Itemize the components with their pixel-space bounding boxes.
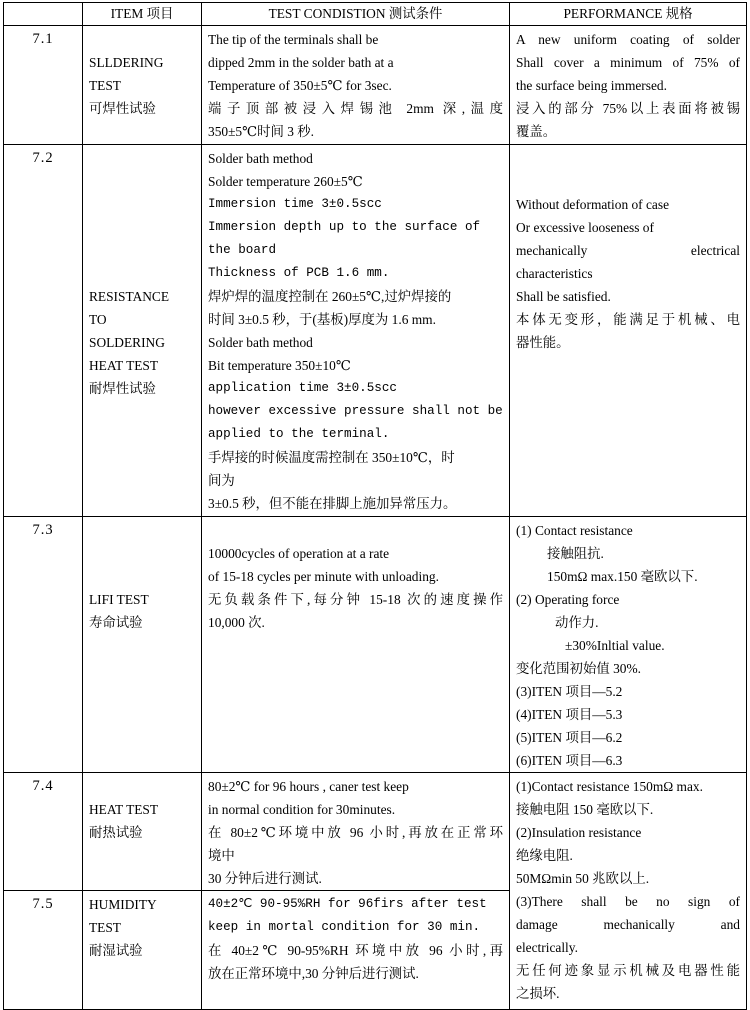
performance-line: (3)There shall be no sign of (516, 894, 740, 909)
condition-line: 350±5℃时间 3 秒. (208, 124, 315, 139)
item-line: 耐焊性试验 (89, 381, 156, 396)
item-line: 可焊性试验 (89, 101, 156, 116)
performance-line: Without deformation of case (516, 197, 670, 212)
item-line: SOLDERING (89, 335, 165, 350)
condition-cell (202, 773, 510, 891)
item-line: HEAT TEST (89, 358, 159, 373)
performance-line: Shall be satisfied. (516, 289, 611, 304)
condition-line: Temperature of 350±5℃ for 3sec. (208, 78, 392, 93)
row-number: 7.1 (4, 26, 83, 145)
performance-line: characteristics (516, 266, 593, 281)
condition-line: in normal condition for 30minutes. (208, 802, 396, 817)
item-line: LIFI TEST (89, 592, 149, 607)
condition-line: Solder temperature 260±5℃ (208, 174, 363, 189)
performance-line: 覆盖。 (516, 124, 557, 139)
condition-line: 在 80±2℃环境中放 96 小时,再放在正常环 (208, 825, 503, 840)
performance-line: 浸入的部分 75%以上表面将被锡 (516, 101, 740, 116)
performance-line: (1)Contact resistance 150mΩ max. (516, 779, 703, 794)
condition-line: Solder bath method (208, 335, 313, 350)
item-line: TEST (89, 920, 121, 935)
table-row (4, 517, 747, 773)
performance-line: (6)ITEN 项目—6.3 (516, 753, 623, 768)
performance-line: 动作力. (555, 615, 599, 630)
item-line: TEST (89, 78, 121, 93)
condition-line: The tip of the terminals shall be (208, 32, 379, 47)
performance-line: (1) Contact resistance (516, 523, 633, 538)
condition-cell (202, 26, 510, 145)
performance-line: ±30%Inltial value. (565, 638, 665, 653)
performance-cell (510, 26, 747, 145)
item-cell (83, 26, 202, 145)
condition-cell (202, 145, 510, 517)
condition-line: Solder bath method (208, 151, 313, 166)
performance-line: 150mΩ max.150 毫欧以下. (547, 569, 698, 584)
table-row (4, 26, 747, 145)
header-col-performance: PERFORMANCE 规格 (510, 3, 747, 26)
performance-line: 之损坏. (516, 986, 560, 1001)
row-number: 7.3 (4, 517, 83, 773)
condition-line: 手焊接的时候温度需控制在 350±10℃，时 (208, 450, 455, 465)
table-row (4, 145, 747, 517)
performance-cell (510, 145, 747, 517)
performance-line: Shall cover a minimum of 75% of (516, 55, 740, 70)
performance-line: (2)Insulation resistance (516, 825, 642, 840)
condition-line: 10000cycles of operation at a rate (208, 546, 390, 561)
performance-line: damage mechanically and (516, 917, 740, 932)
header-col-item: ITEM 项目 (83, 3, 202, 26)
header-col-number (4, 3, 83, 26)
condition-line: 间为 (208, 473, 235, 488)
condition-line: 端子顶部被浸入焊锡池 2mm 深,温度 (208, 101, 503, 116)
condition-line: of 15-18 cycles per minute with unloading. (208, 569, 439, 584)
performance-line: 50MΩmin 50 兆欧以上. (516, 871, 650, 886)
performance-line: 绝缘电阻. (516, 848, 573, 863)
row-number: 7.2 (4, 145, 83, 517)
condition-line: 无负载条件下,每分钟 15-18 次的速度操作 (208, 592, 503, 607)
performance-line: (4)ITEN 项目—5.3 (516, 707, 623, 722)
item-line: HEAT TEST (89, 802, 159, 817)
performance-line: the surface being immersed. (516, 78, 667, 93)
performance-line: (2) Operating force (516, 592, 620, 607)
item-line: SLLDERING (89, 55, 164, 70)
condition-line: application time 3±0.5scc (208, 381, 397, 395)
item-line: 耐热试验 (89, 825, 143, 840)
performance-cell (510, 517, 747, 773)
performance-line: 无任何迹象显示机械及电器性能 (516, 963, 740, 978)
condition-line: applied to the terminal. (208, 427, 390, 441)
item-line: RESISTANCE (89, 289, 170, 304)
performance-line: 接触电阻 150 毫欧以下. (516, 802, 654, 817)
performance-line: 本体无变形，能满足于机械、电 (516, 312, 740, 327)
performance-line: mechanically electrical (516, 243, 740, 258)
item-cell (83, 517, 202, 773)
condition-line: 时间 3±0.5 秒，于(基板)厚度为 1.6 mm. (208, 312, 436, 327)
condition-line: 80±2℃ for 96 hours , caner test keep (208, 779, 409, 794)
performance-line: A new uniform coating of solder (516, 32, 740, 47)
item-cell (83, 145, 202, 517)
condition-line: Immersion time 3±0.5scc (208, 197, 382, 211)
performance-line: 变化范围初始值 30%. (516, 661, 641, 676)
performance-cell-shared (510, 773, 747, 1010)
header-row (4, 3, 747, 26)
performance-line: (5)ITEN 项目—6.2 (516, 730, 623, 745)
condition-line: Thickness of PCB 1.6 mm. (208, 266, 390, 280)
spec-table (3, 2, 747, 1010)
header-col-condition: TEST CONDISTION 测试条件 (202, 3, 510, 26)
condition-line: Immersion depth up to the surface of (208, 220, 481, 234)
condition-line: 焊炉焊的温度控制在 260±5℃,过炉焊接的 (208, 289, 452, 304)
condition-line: 30 分钟后进行测试. (208, 871, 322, 886)
condition-line: 40±2℃ 90-95%RH for 96firs after test (208, 897, 487, 911)
performance-line: electrically. (516, 940, 578, 955)
item-line: HUMIDITY (89, 897, 157, 912)
item-cell (83, 891, 202, 1010)
item-line: 耐湿试验 (89, 943, 143, 958)
condition-line: however excessive pressure shall not be (208, 404, 503, 418)
item-line: TO (89, 312, 107, 327)
performance-line: (3)ITEN 项目—5.2 (516, 684, 623, 699)
condition-line: 10,000 次. (208, 615, 265, 630)
condition-line: 境中 (208, 848, 235, 863)
performance-line: Or excessive looseness of (516, 220, 654, 235)
row-number: 7.4 (4, 773, 83, 891)
table-row (4, 773, 747, 891)
condition-line: keep in mortal condition for 30 min. (208, 920, 481, 934)
condition-line: Bit temperature 350±10℃ (208, 358, 351, 373)
condition-line: the board (208, 243, 277, 257)
condition-line: dipped 2mm in the solder bath at a (208, 55, 394, 70)
condition-line: 3±0.5 秒，但不能在排脚上施加异常压力。 (208, 496, 457, 511)
performance-line: 器性能。 (516, 335, 570, 350)
item-cell (83, 773, 202, 891)
row-number: 7.5 (4, 891, 83, 1010)
item-line: 寿命试验 (89, 615, 143, 630)
condition-line: 放在正常环境中,30 分钟后进行测试. (208, 966, 419, 981)
condition-cell (202, 891, 510, 1010)
condition-cell (202, 517, 510, 773)
condition-line: 在 40±2℃ 90-95%RH 环境中放 96 小时,再 (208, 943, 503, 958)
performance-line: 接触阻抗. (547, 546, 604, 561)
